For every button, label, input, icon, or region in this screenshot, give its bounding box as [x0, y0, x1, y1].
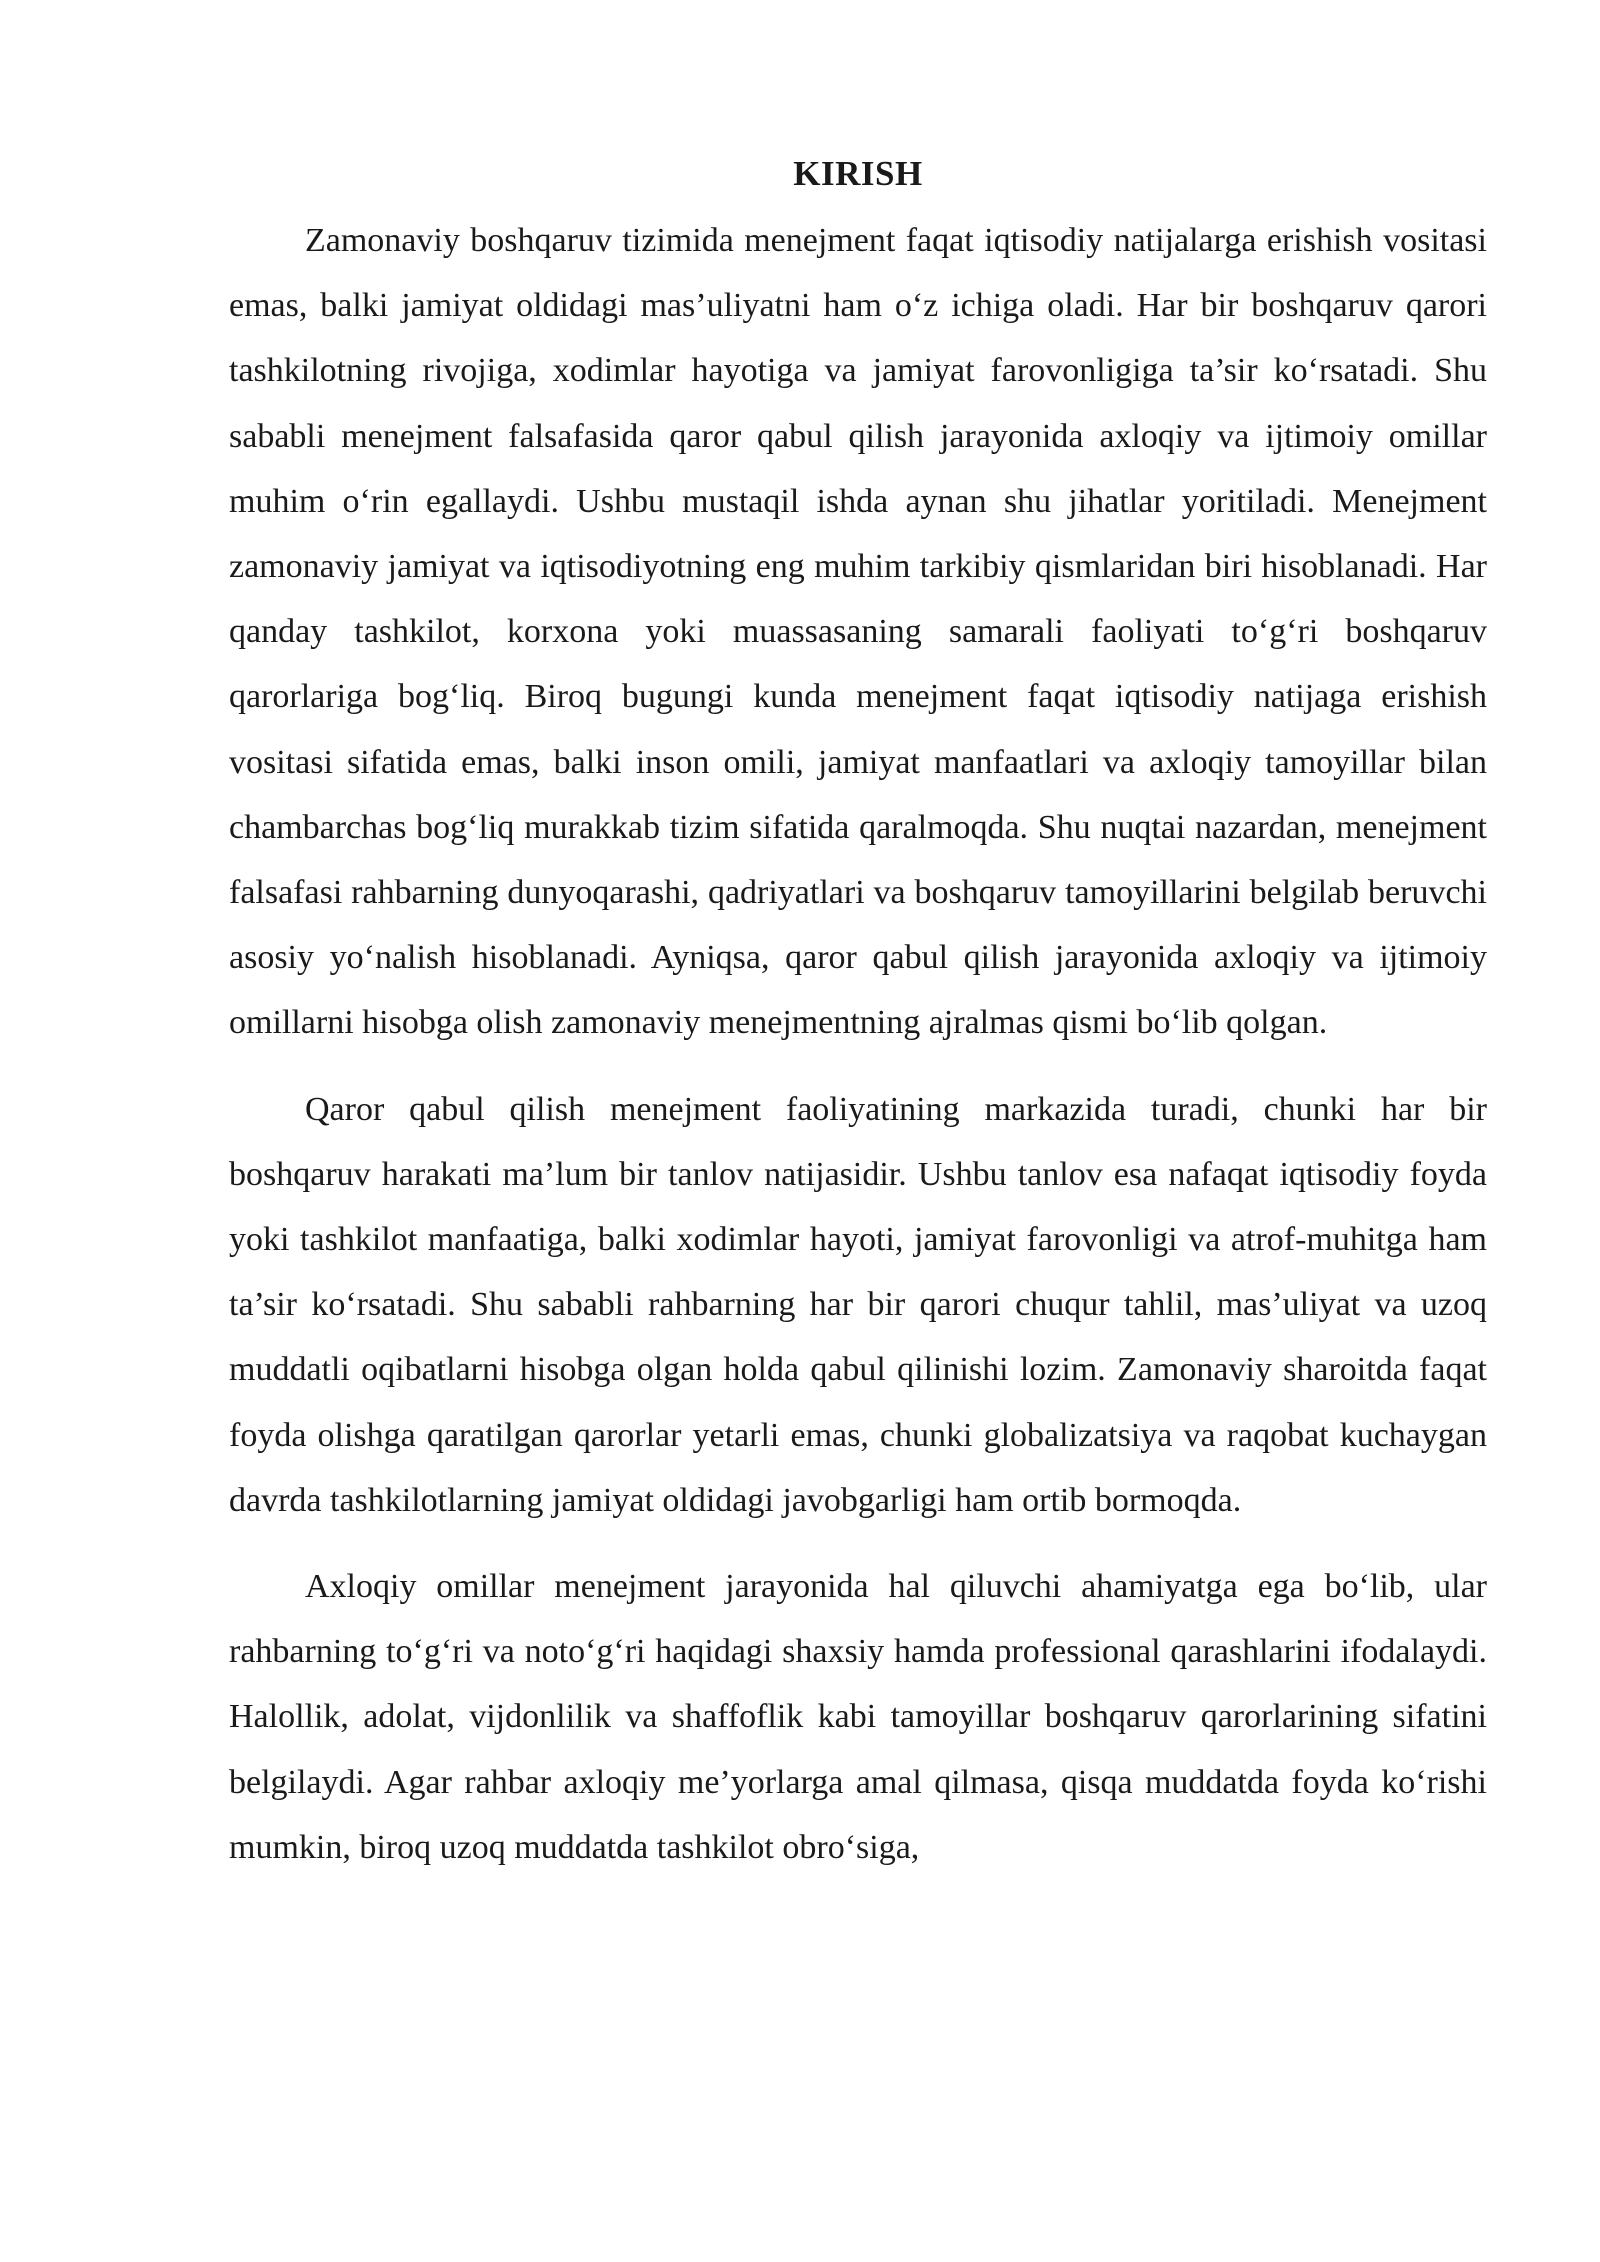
- page-title: KIRISH: [793, 154, 923, 193]
- paragraph-3: Axloqiy omillar menejment jarayonida hal qiluvchi ahamiyatga ega bo‘lib, ular rahbarning to‘g‘ri va noto‘g‘ri haqidagi shaxsiy hamda professional qarashlarini ifodalaydi. Halollik, adolat, vijdonlilik va shaffoflik kabi tamoyillar boshqaruv qarorlarining sifatini belgilaydi. Agar rahbar axloqiy me’yorlarga amal qilmasa, qisqa muddatda foyda ko‘rishi mumkin, biroq uzoq muddatda tashkilot obro‘siga,: [229, 1568, 1487, 1866]
- page-content: [229, 148, 1487, 1901]
- paragraph-1: Zamonaviy boshqaruv tizimida menejment faqat iqtisodiy natijalarga erishish vositasi emas, balki jamiyat oldidagi mas’uliyatni ham o‘z ichiga oladi. Har bir boshqaruv qarori tashkilotning rivojiga, xodimlar hayotiga va jamiyat farovonligiga ta’sir ko‘rsatadi. Shu sababli menejment falsafasida qaror qabul qilish jarayonida axloqiy va ijtimoiy omillar muhim o‘rin egallaydi. Ushbu mustaqil ishda aynan shu jihatlar yoritiladi. Menejment zamonaviy jamiyat va iqtisodiyotning eng muhim tarkibiy qismlaridan biri hisoblanadi. Har qanday tashkilot, korxona yoki muassasaning samarali faoliyati to‘g‘ri boshqaruv qarorlariga bog‘liq. Biroq bugungi kunda menejment faqat iqtisodiy natijaga erishish vositasi sifatida emas, balki inson omili, jamiyat manfaatlari va axloqiy tamoyillar bilan chambarchas bog‘liq murakkab tizim sifatida qaralmoqda. Shu nuqtai nazardan, menejment falsafasi rahbarning dunyoqarashi, qadriyatlari va boshqaruv tamoyillarini belgilab beruvchi asosiy yo‘nalish hisoblanadi. Ayniqsa, qaror qabul qilish jarayonida axloqiy va ijtimoiy omillarni hisobga olish zamonaviy menejmentning ajralmas qismi bo‘lib qolgan.: [229, 222, 1487, 1042]
- paragraph-2: Qaror qabul qilish menejment faoliyatining markazida turadi, chunki har bir boshqaruv harakati ma’lum bir tanlov natijasidir. Ushbu tanlov esa nafaqat iqtisodiy foyda yoki tashkilot manfaatiga, balki xodimlar hayoti, jamiyat farovonligi va atrof-muhitga ham ta’sir ko‘rsatadi. Shu sababli rahbarning har bir qarori chuqur tahlil, mas’uliyat va uzoq muddatli oqibatlarni hisobga olgan holda qabul qilinishi lozim. Zamonaviy sharoitda faqat foyda olishga qaratilgan qarorlar yetarli emas, chunki globalizatsiya va raqobat kuchaygan davrda tashkilotlarning jamiyat oldidagi javobgarligi ham ortib bormoqda.: [229, 1090, 1487, 1519]
